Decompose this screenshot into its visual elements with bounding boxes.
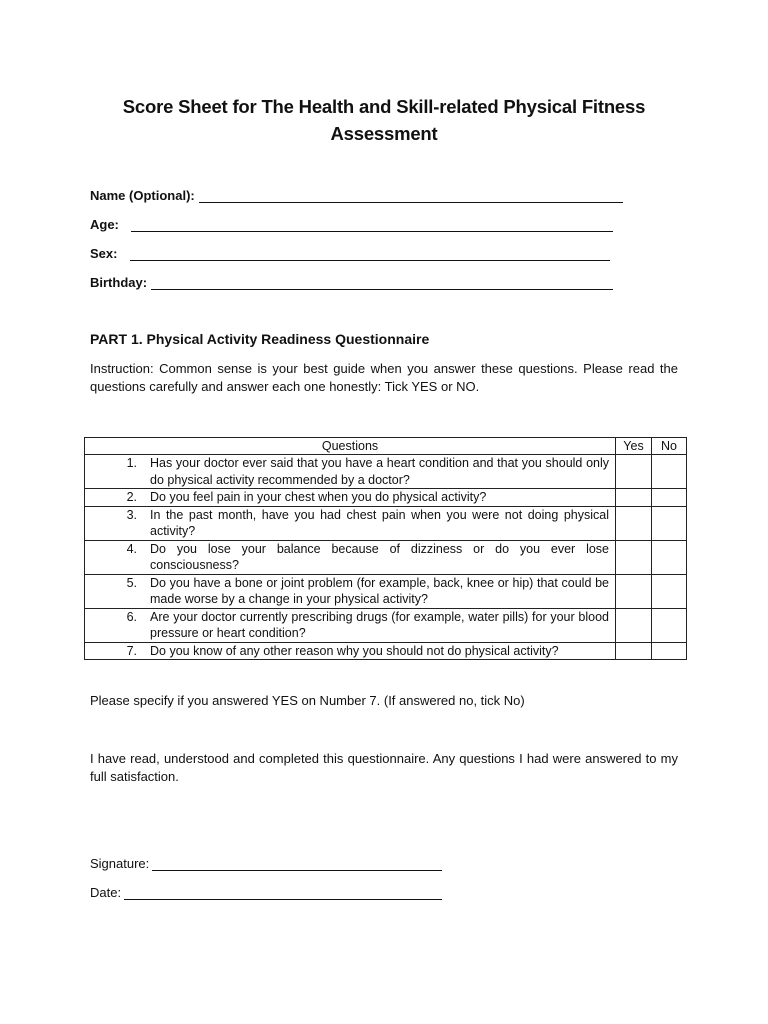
table-header-row (85, 438, 687, 455)
question-text: In the past month, have you had chest pain when you were not doing physical activity? (150, 507, 609, 538)
question-cell (85, 455, 616, 489)
question-cell (85, 608, 616, 642)
question-number: 4. (126, 541, 137, 556)
no-checkbox-cell[interactable] (652, 574, 687, 608)
no-checkbox-cell[interactable] (652, 506, 687, 540)
part1-heading: PART 1. Physical Activity Readiness Questionnaire (90, 331, 430, 347)
sex-field[interactable] (90, 243, 610, 261)
header-no: No (652, 438, 687, 455)
date-label: Date: (90, 885, 122, 900)
yes-checkbox-cell[interactable] (616, 642, 652, 660)
name-label: Name (Optional): (90, 188, 195, 203)
yes-checkbox-cell[interactable] (616, 489, 652, 507)
no-checkbox-cell[interactable] (652, 608, 687, 642)
question-text: Do you feel pain in your chest when you do physical activity? (150, 490, 487, 504)
question-number: 1. (126, 456, 137, 470)
no-checkbox-cell[interactable] (652, 489, 687, 507)
question-number: 6. (126, 609, 137, 624)
header-yes: Yes (616, 438, 652, 455)
question-cell (85, 642, 616, 660)
sex-blank-line[interactable] (130, 247, 610, 261)
age-field[interactable] (90, 214, 613, 232)
birthday-field[interactable] (90, 272, 613, 290)
yes-checkbox-cell[interactable] (616, 506, 652, 540)
instruction-text: Instruction: Common sense is your best guide when you answer these questions. Please read the questions carefully and answer each one honestly: Tick YES or NO. (90, 361, 678, 394)
date-blank-line[interactable] (124, 886, 442, 900)
declaration-text: I have read, understood and completed this questionnaire. Any questions I had were answered to my full satisfaction. (90, 751, 678, 784)
question-text: Has your doctor ever said that you have a heart condition and that you should only do physical activity recommended by a doctor? (150, 456, 609, 487)
question-cell (85, 489, 616, 507)
question-cell (85, 574, 616, 608)
birthday-label: Birthday: (90, 275, 148, 290)
date-field[interactable] (90, 882, 442, 900)
document-title: Score Sheet for The Health and Skill-related Physical Fitness Assessment (122, 96, 646, 144)
table-row (85, 574, 687, 608)
yes-checkbox-cell[interactable] (616, 608, 652, 642)
specify-text: Please specify if you answered YES on Number 7. (If answered no, tick No) (90, 693, 525, 708)
no-checkbox-cell[interactable] (652, 642, 687, 660)
yes-checkbox-cell[interactable] (616, 455, 652, 489)
question-text: Are your doctor currently prescribing drugs (for example, water pills) for your blood pressure or heart condition? (150, 609, 609, 640)
header-questions: Questions (85, 438, 616, 455)
no-checkbox-cell[interactable] (652, 455, 687, 489)
question-number: 3. (126, 507, 137, 522)
table-row (85, 489, 687, 507)
table-row (85, 608, 687, 642)
question-number: 2. (126, 490, 137, 504)
age-label: Age: (90, 217, 119, 232)
table-row (85, 506, 687, 540)
signature-field[interactable] (90, 853, 442, 871)
no-checkbox-cell[interactable] (652, 540, 687, 574)
question-text: Do you know of any other reason why you should not do physical activity? (150, 643, 559, 658)
birthday-blank-line[interactable] (151, 276, 613, 290)
sex-label: Sex: (90, 246, 118, 261)
signature-blank-line[interactable] (152, 857, 442, 871)
question-text: Do you have a bone or joint problem (for example, back, knee or hip) that could be made worse by a change in your physical activity? (150, 575, 609, 606)
yes-checkbox-cell[interactable] (616, 574, 652, 608)
questionnaire-table (84, 437, 687, 660)
question-number: 7. (126, 643, 137, 658)
table-row (85, 540, 687, 574)
name-blank-line[interactable] (199, 189, 623, 203)
age-blank-line[interactable] (131, 218, 613, 232)
question-cell (85, 506, 616, 540)
table-row (85, 455, 687, 489)
question-text: Do you lose your balance because of dizziness or do you ever lose consciousness? (150, 541, 609, 572)
question-cell (85, 540, 616, 574)
yes-checkbox-cell[interactable] (616, 540, 652, 574)
table-row (85, 642, 687, 660)
question-number: 5. (126, 575, 137, 590)
name-field[interactable] (90, 185, 623, 203)
signature-label: Signature: (90, 856, 150, 871)
